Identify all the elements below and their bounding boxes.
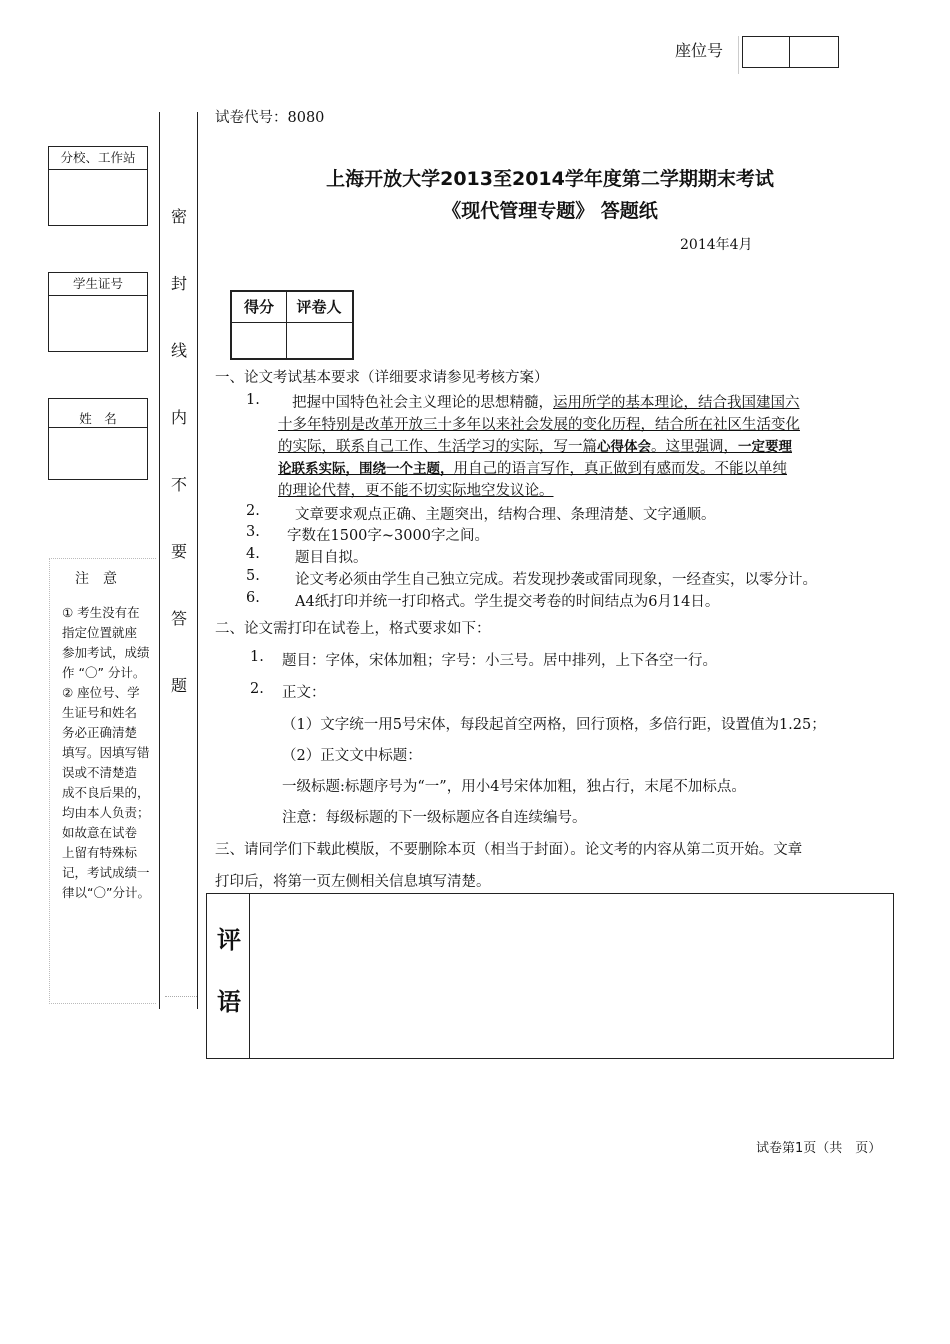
notice-line: 作 “〇” 分计。 — [62, 665, 146, 680]
format-heading-label: （2）正文文中标题： — [282, 748, 422, 764]
student-id-label: 学生证号 — [49, 273, 147, 296]
item-number: 2. — [250, 681, 264, 697]
notice-line: 务必正确清楚 — [62, 725, 138, 740]
notice-line: 律以“〇”分计。 — [62, 885, 150, 900]
requirement-item-3: 字数在1500字~3000字之间。 — [287, 528, 489, 544]
section3-line1: 三、请同学们下载此模版，不要删除本页（相当于封面）。论文考的内容从第二页开始。文章 — [215, 842, 803, 858]
exam-date: 2014年4月 — [680, 237, 753, 253]
requirement-item-2: 文章要求观点正确、主题突出，结构合理、条理清楚、文字通顺。 — [295, 507, 716, 523]
requirement-item-6: A4纸打印并统一打印格式。学生提交考卷的时间结点为6月14日。 — [295, 594, 720, 610]
notice-line: 生证号和姓名 — [62, 705, 138, 720]
course-title: 《现代管理专题》 答题纸 — [442, 200, 658, 222]
seal-char: 要 — [170, 542, 187, 561]
seal-char: 不 — [170, 475, 187, 494]
score-header: 得分 — [232, 292, 286, 323]
seal-char: 答 — [170, 609, 187, 628]
section3-line2: 打印后，将第一页左侧相关信息填写清楚。 — [215, 874, 491, 890]
format-body-rule: （1）文字统一用5号宋体，每段起首空两格，回行顶格，多倍行距，设置值为1.25； — [282, 717, 826, 733]
paper-code: 试卷代号：8080 — [215, 110, 325, 126]
notice-line: 如故意在试卷 — [62, 825, 138, 840]
item1-line1b: 运用所学的基本理论，结合我国建国六 — [553, 395, 800, 411]
grader-cell[interactable] — [290, 326, 350, 356]
notice-box — [49, 558, 156, 1004]
seal-char: 内 — [170, 408, 187, 427]
score-table — [230, 290, 354, 360]
notice-line: 误或不清楚造 — [62, 765, 138, 780]
branch-label: 分校、工作站 — [49, 147, 147, 170]
branch-box — [48, 146, 148, 226]
seal-line-left — [159, 112, 160, 1009]
notice-line: ① 考生没有在 — [62, 605, 140, 620]
score-cell[interactable] — [234, 326, 284, 356]
item1-line3b: 心得体会 — [597, 439, 651, 455]
notice-line: ② 座位号、学 — [62, 685, 140, 700]
item1-line2: 十多年特别是改革开放三十多年以来社会发展的变化历程，结合所在社区生活变化 — [278, 417, 800, 433]
seal-char: 线 — [170, 341, 187, 360]
comment-label-char: 语 — [217, 988, 241, 1016]
item1-line5: 的理论代替，更不能不切实际地空发议论。 — [278, 483, 554, 499]
section1-heading: 一、论文考试基本要求（详细要求请参见考核方案） — [215, 370, 549, 386]
item-number: 1. — [246, 392, 260, 408]
seal-char: 题 — [170, 676, 187, 695]
seat-number-cell-2[interactable] — [788, 36, 839, 68]
format-note: 注意：每级标题的下一级标题应各自连续编号。 — [282, 810, 587, 826]
score-table-divider — [286, 292, 287, 358]
requirement-item-1 — [278, 392, 890, 502]
notice-line: 均由本人负责； — [62, 805, 150, 820]
format-title: 题目：字体，宋体加粗；字号：小三号。居中排列，上下各空一行。 — [282, 653, 717, 669]
comment-label-char: 评 — [217, 926, 241, 954]
item1-line4a: 论联系实际，围绕一个主题， — [278, 461, 454, 477]
seat-number-label: 座位号 — [660, 36, 739, 74]
grader-header: 评卷人 — [286, 292, 352, 323]
format-heading-rule: 一级标题:标题序号为“一”，用小4号宋体加粗，独占行，末尾不加标点。 — [282, 779, 746, 795]
notice-line: 填写。因填写错 — [62, 745, 150, 760]
item-number: 4. — [246, 546, 260, 562]
section2-heading: 二、论文需打印在试卷上，格式要求如下： — [215, 621, 491, 637]
format-body-label: 正文： — [282, 685, 326, 701]
exam-title: 上海开放大学2013至2014学年度第二学期期末考试 — [326, 168, 774, 190]
notice-title: 注意 — [75, 571, 131, 587]
seal-line-right — [197, 112, 198, 1009]
requirement-item-4: 题目自拟。 — [295, 550, 368, 566]
item-number: 5. — [246, 568, 260, 584]
item1-line1a: 把握中国特色社会主义理论的思想精髓， — [292, 395, 553, 411]
notice-line: 记，考试成绩一 — [62, 865, 150, 880]
seal-char: 密 — [170, 207, 187, 226]
item1-line4b: 用自己的语言写作，真正做到有感而发。不能以单纯 — [453, 461, 787, 477]
item-number: 1. — [250, 649, 264, 665]
item1-line3a: 的实际，联系自己工作、生活学习的实际，写一篇 — [278, 439, 597, 455]
page-footer: 试卷第1页（共 页） — [756, 1141, 882, 1156]
item-number: 6. — [246, 590, 260, 606]
notice-line: 指定位置就座 — [62, 625, 138, 640]
item1-line3c: 。这里强调， — [651, 439, 738, 455]
notice-line: 参加考试，成绩 — [62, 645, 150, 660]
seal-char: 封 — [170, 274, 187, 293]
item-number: 3. — [246, 524, 260, 540]
seat-number-cell-1[interactable] — [742, 36, 790, 68]
requirement-item-5: 论文考必须由学生自己独立完成。若发现抄袭或雷同现象，一经查实，以零分计。 — [295, 572, 817, 588]
notice-line: 上留有特殊标 — [62, 845, 138, 860]
notice-line: 成不良后果的， — [62, 785, 150, 800]
name-box — [48, 398, 148, 480]
item1-line3d: 一定要理 — [738, 439, 792, 455]
item-number: 2. — [246, 503, 260, 519]
seal-line-bottom — [165, 996, 197, 997]
student-id-box — [48, 272, 148, 352]
comment-box — [206, 893, 894, 1059]
notice-text — [50, 589, 156, 903]
comment-area[interactable] — [251, 894, 891, 1056]
name-label: 姓 名 — [49, 399, 147, 428]
comment-divider — [249, 894, 250, 1058]
